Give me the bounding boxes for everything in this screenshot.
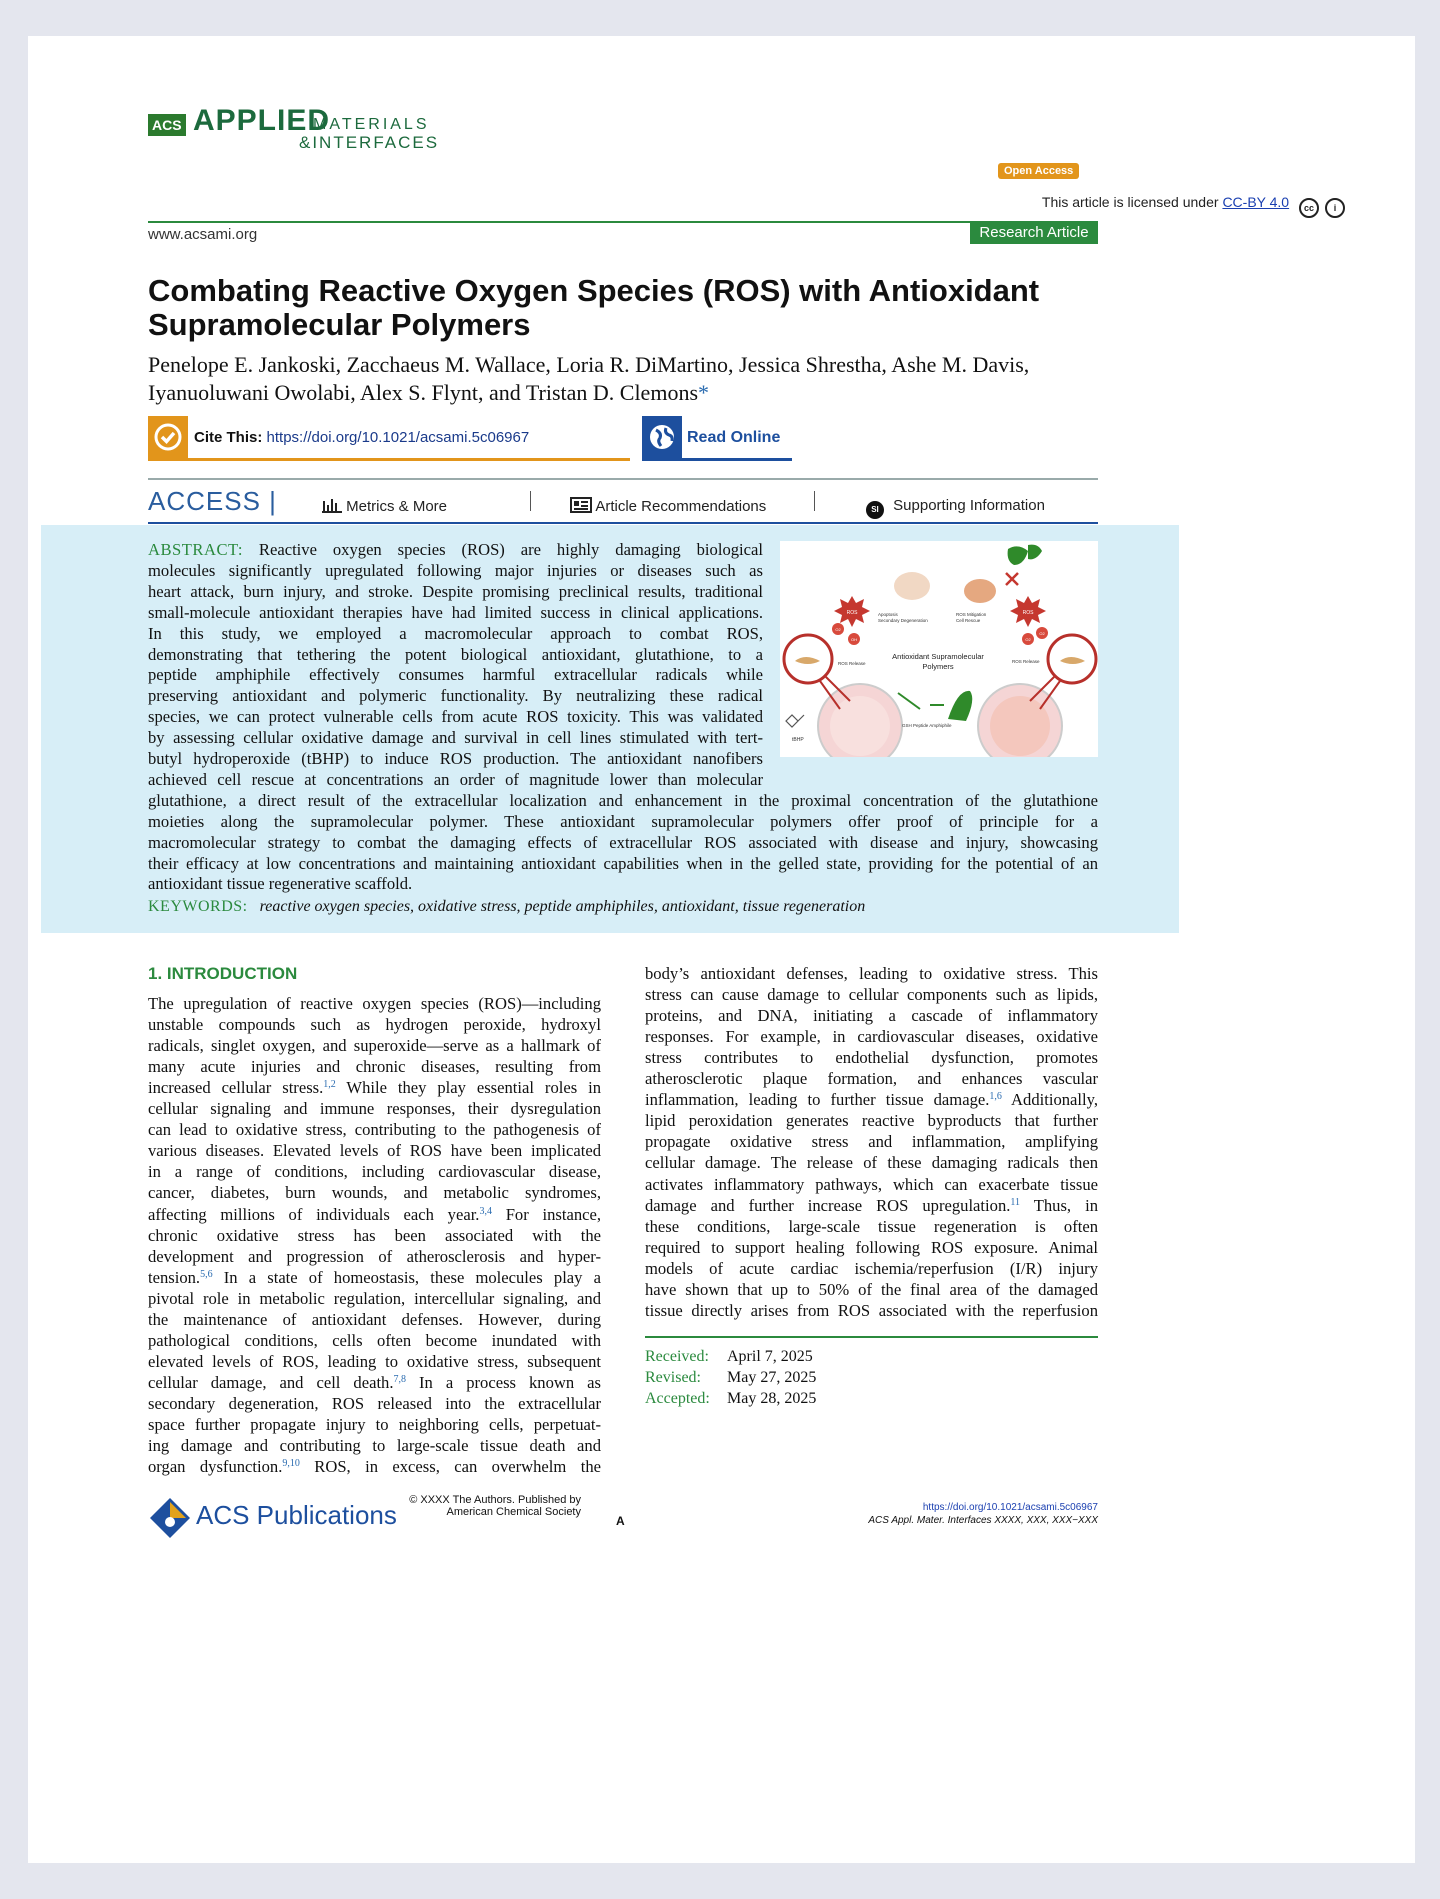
keywords-label: KEYWORDS: (148, 898, 248, 915)
intro-line (148, 1182, 601, 1203)
article-recommendations-link[interactable] (570, 497, 766, 515)
ros-label: ROS (846, 610, 858, 616)
access-separator (814, 491, 815, 511)
intro-line-text: pivotal role in metabolic regulation, intercellular signaling, and (148, 1288, 601, 1308)
journal-website[interactable]: www.acsami.org (148, 226, 258, 243)
abstract-line-text: butyl hydroperoxide (tBHP) to induce ROS production. The antioxidant nanofibers (148, 749, 763, 768)
abstract-line-text: demonstrating that tethering the potent biological antioxidant, glutathione, to a (148, 644, 763, 664)
intro-line-text: Thus, in (1020, 1195, 1098, 1215)
intro-line (148, 1414, 601, 1435)
article-title (148, 274, 1098, 342)
supporting-information-link[interactable] (866, 497, 1045, 519)
intro-line (645, 1026, 1098, 1047)
intro-line-text: responses. For example, in cardiovascular diseases, oxidative (645, 1027, 1098, 1047)
intro-line-text: the maintenance of antioxidant defenses. However, during (148, 1309, 601, 1329)
date-accepted (645, 1390, 816, 1408)
center-label: Antioxidant Supramolecular (892, 652, 984, 661)
intro-line-text: Additionally, (1001, 1090, 1098, 1110)
footer-doi-link[interactable]: https://doi.org/10.1021/acsami.5c06967 (922, 1502, 1098, 1513)
radical-label: O2 (1039, 631, 1045, 636)
abstract-line-text: peptide amphiphile effectively consumes harmful extracellular radicals while (148, 665, 763, 685)
intro-line-text: increased cellular stress. (148, 1078, 324, 1098)
intro-line (148, 993, 601, 1014)
intro-line (645, 1300, 1098, 1321)
abstract-line (148, 540, 763, 561)
abstract-line (148, 749, 763, 770)
ros-release-label: ROS Release (1012, 659, 1040, 664)
authors-text: Iyanuoluwani Owolabi, Alex S. Flynt, and Tristan D. Clemons (148, 380, 698, 405)
intro-line-text: tissue directly arises from ROS associated with the reperfusion (645, 1300, 1098, 1320)
abstract-line (148, 874, 1098, 895)
radical-label: OH (851, 637, 857, 642)
intro-line (645, 1005, 1098, 1026)
footer-journal-reference: ACS Appl. Mater. Interfaces XXXX, XXX, XXX−XXX (868, 1515, 1098, 1526)
author-list (148, 351, 1098, 407)
date-label: Revised: (645, 1369, 701, 1386)
abstract-line (148, 833, 1098, 854)
intro-line (148, 1267, 601, 1288)
radical-label: O2 (1025, 637, 1031, 642)
intro-line-text: radicals, singlet oxygen, and superoxide—serve as a hallmark of (148, 1036, 601, 1056)
abstract-line (148, 791, 1098, 812)
authors-line (148, 379, 1098, 407)
copyright-line: American Chemical Society (446, 1506, 581, 1518)
abstract-label: ABSTRACT: (148, 540, 243, 559)
intro-line (148, 1351, 601, 1372)
intro-line-text: unstable compounds such as hydrogen peroxide, hydroxyl (148, 1015, 601, 1035)
intro-line-text: secondary degeneration, ROS released into the extracellular (148, 1393, 601, 1413)
keywords (148, 898, 865, 916)
intro-line-text: required to support healing following ROS exposure. Animal (645, 1237, 1098, 1257)
recommendations-label: Article Recommendations (595, 498, 767, 515)
bar-chart-icon (322, 497, 342, 513)
abstract-line-text: achieved cell rescue at concentrations an order of magnitude lower than molecular (148, 769, 763, 789)
title-line: Supramolecular Polymers (148, 307, 531, 342)
intro-line (645, 1047, 1098, 1068)
intro-line-text: these conditions, large-scale tissue regeneration is often (645, 1216, 1098, 1236)
journal-logo-applied: APPLIED (193, 104, 331, 137)
intro-line (148, 1225, 601, 1246)
intro-line-text: organ dysfunction. (148, 1457, 283, 1477)
citation-ref[interactable]: 11 (1010, 1196, 1021, 1208)
intro-line-text: activates inflammatory pathways, which can exacerbate tissue (645, 1174, 1098, 1194)
abstract-line (148, 665, 763, 686)
intro-line-text: While they play essential roles in (335, 1078, 601, 1098)
intro-line (645, 984, 1098, 1005)
access-label: ACCESS (148, 486, 261, 516)
intro-line-text: elevated levels of ROS, leading to oxidative stress, subsequent (148, 1351, 601, 1371)
abstract-line-text: macromolecular strategy to combat the damaging effects of extracellular ROS associated with disease and injury, showcasing (148, 832, 1098, 852)
intro-line-text: lipid peroxidation generates reactive byproducts that further (645, 1111, 1098, 1131)
intro-line-text: cellular signaling and immune responses, their dysregulation (148, 1099, 601, 1119)
intro-line-text: atherosclerotic plaque formation, and enhances vascular (645, 1069, 1098, 1089)
intro-line-text: in a range of conditions, including cardiovascular disease, (148, 1162, 601, 1182)
abstract-line-text: Reactive oxygen species (ROS) are highly damaging biological (258, 540, 763, 559)
read-online-label: Read Online (687, 429, 781, 446)
ros-mitigation-label: ROS Mitigation (956, 612, 987, 617)
intro-line-text: cellular damage, and cell death. (148, 1372, 394, 1392)
globe-icon (642, 416, 682, 458)
cite-this-box[interactable] (148, 416, 630, 461)
intro-line (148, 1456, 601, 1477)
intro-line (148, 1288, 601, 1309)
dates-rule (645, 1336, 1098, 1338)
intro-line-text: propagate oxidative stress and inflammation, amplifying (645, 1132, 1098, 1152)
title-line: Combating Reactive Oxygen Species (ROS) with Antioxidant (148, 273, 1040, 308)
intro-line-text: ROS, in excess, can overwhelm the (299, 1457, 601, 1477)
intro-line (148, 1077, 601, 1098)
document-icon (570, 497, 592, 513)
authors-line: Penelope E. Jankoski, Zacchaeus M. Wallace, Loria R. DiMartino, Jessica Shrestha, Ashe M. Davis, (148, 352, 1030, 377)
abstract-line (148, 854, 1098, 875)
intro-line (645, 1152, 1098, 1173)
apoptotic-cells (894, 572, 930, 600)
intro-line (645, 1068, 1098, 1089)
rescued-cells (964, 579, 996, 603)
intro-line-text: pathological conditions, cells often become inundated with (148, 1330, 601, 1350)
intro-line-text: damage and further increase ROS upregulation. (645, 1195, 1011, 1215)
intro-line-text: For instance, (491, 1204, 601, 1224)
abstract-line (148, 645, 763, 666)
intro-line-text: ing damage and contributing to large-scale tissue death and (148, 1436, 601, 1456)
abstract-line-text: In this study, we employed a macromolecular approach to combat ROS, (148, 623, 763, 643)
abstract-line-text: small-molecule antioxidant therapies have had limited success in clinical applications. (148, 602, 763, 622)
abstract-line (148, 624, 763, 645)
conversion-arrow (898, 693, 944, 709)
polymer-fiber-icon (1008, 545, 1042, 565)
secondary-degeneration-label: Secondary Degeneration (878, 618, 928, 623)
cell-rescue-label: Cell Rescue (956, 618, 981, 623)
date-received (645, 1348, 813, 1366)
intro-line (645, 1237, 1098, 1258)
article-page (28, 36, 1415, 1863)
access-rule-bottom (148, 522, 1098, 524)
intro-line (148, 1246, 601, 1267)
intro-line (645, 1258, 1098, 1279)
abstract-line (148, 582, 763, 603)
intro-line (645, 1110, 1098, 1131)
nanofiber-icon (948, 691, 972, 721)
keywords-list: reactive oxygen species, oxidative stress, peptide amphiphiles, antioxidant, tissue regeneration (259, 898, 866, 915)
copyright-line: © XXXX The Authors. Published by (409, 1494, 581, 1506)
copyright-notice (378, 1494, 581, 1518)
attribution-icon: i (1325, 198, 1345, 218)
apoptosis-label: Apoptosis (878, 612, 898, 617)
date-label: Accepted: (645, 1390, 710, 1407)
date-revised (645, 1369, 816, 1387)
access-separator (530, 491, 531, 511)
metrics-more-link[interactable] (322, 497, 447, 515)
metrics-label: Metrics & More (346, 498, 448, 515)
license-link[interactable]: CC-BY 4.0 (1222, 194, 1290, 210)
intro-line-text: The upregulation of reactive oxygen species (ROS)—including (148, 994, 601, 1013)
intro-line (148, 1330, 601, 1351)
intro-line (148, 1056, 601, 1077)
intro-line (645, 1089, 1098, 1110)
open-access-badge: Open Access (998, 163, 1079, 179)
cite-this (194, 429, 529, 446)
intro-line (645, 1131, 1098, 1152)
abstract-line (148, 728, 763, 749)
intro-line (148, 1435, 601, 1456)
date-value: May 27, 2025 (727, 1369, 817, 1386)
intro-line (645, 1174, 1098, 1195)
intro-line (148, 1372, 601, 1393)
intro-line (645, 1279, 1098, 1300)
abstract-line (148, 686, 763, 707)
tbhp-label: tBHP (792, 737, 804, 743)
intro-line (148, 1309, 601, 1330)
intro-line-text: can lead to oxidative stress, contributing to the pathogenesis of (148, 1120, 601, 1140)
abstract-line-text: species, we can protect vulnerable cells from acute ROS toxicity. This was validated (148, 707, 763, 727)
intro-line-text: cellular damage. The release of these damaging radicals then (645, 1153, 1098, 1173)
citation-ref[interactable]: 1,2 (323, 1079, 336, 1091)
abstract-line-text: glutathione, a direct result of the extracellular localization and enhancement in the proximal concentration of the glutathione (148, 790, 1098, 810)
intro-line (148, 1119, 601, 1140)
intro-line-text: In a state of homeostasis, these molecules play a (212, 1267, 601, 1287)
abstract-line (148, 561, 763, 582)
abstract-line-text: their efficacy at low concentrations and maintaining antioxidant capabilities when in the gelled state, providing for the potential of an (148, 853, 1098, 873)
intro-line-text: models of acute cardiac ischemia/reperfusion (I/R) injury (645, 1258, 1098, 1278)
supporting-label: Supporting Information (893, 497, 1045, 514)
toc-illustration (780, 541, 1098, 757)
intro-line (645, 963, 1098, 984)
intro-line (645, 1195, 1098, 1216)
ros-release-label: ROS Release (838, 661, 866, 666)
intro-line-text: various diseases. Elevated levels of ROS have been implicated (148, 1141, 601, 1161)
intro-line-text: proteins, and DNA, initiating a cascade of inflammatory (645, 1006, 1098, 1026)
citation-ref[interactable]: 5,6 (200, 1268, 213, 1280)
corresponding-author-mark[interactable]: * (698, 380, 709, 405)
tbhp-structure (786, 715, 804, 727)
intro-line (148, 1393, 601, 1414)
intro-line-text: cancer, diabetes, burn wounds, and metabolic syndromes, (148, 1183, 601, 1203)
abstract-line-text: preserving antioxidant and polymeric functionality. By neutralizing these radical (148, 686, 763, 706)
si-icon: SI (866, 501, 884, 519)
citation-ref[interactable]: 1,6 (989, 1091, 1002, 1103)
radical-label: O2 (835, 627, 841, 632)
date-value: May 28, 2025 (727, 1390, 817, 1407)
abstract-line-text: antioxidant tissue regenerative scaffold. (148, 874, 413, 894)
abstract-line (148, 812, 1098, 833)
cite-doi-link[interactable]: https://doi.org/10.1021/acsami.5c06967 (266, 429, 530, 446)
abstract-line (148, 770, 763, 791)
citation-ref[interactable]: 7,8 (393, 1373, 407, 1385)
abstract-line-text: by assessing cellular oxidative damage and survival in cell lines stimulated with tert- (148, 728, 763, 748)
abstract-line (148, 707, 763, 728)
license-statement (1042, 194, 1345, 218)
intro-line (148, 1098, 601, 1119)
access-rule-top (148, 478, 1098, 480)
page-number: A (616, 1514, 625, 1528)
intro-line (148, 1035, 601, 1056)
cite-label: Cite This: (194, 429, 263, 446)
intro-line-text: In a process known as (406, 1372, 601, 1392)
abstract-line-text: moieties along the supramolecular polymer. These antioxidant supramolecular polymers offer proof of principle for a (148, 811, 1098, 831)
ros-label: ROS (1022, 610, 1034, 616)
abstract-line-text: molecules significantly upregulated following major injuries or diseases such as (148, 560, 763, 580)
intro-line (148, 1014, 601, 1035)
access-heading: ACCESS | (148, 486, 277, 516)
center-label: Polymers (922, 662, 954, 671)
gsh-pa-label: GSH Peptide Amphiphile (902, 723, 952, 728)
cc-icon: cc (1299, 198, 1319, 218)
intro-line (148, 1161, 601, 1182)
intro-line (148, 1140, 601, 1161)
intro-line-text: development and progression of atherosclerosis and hyper- (148, 1246, 601, 1266)
intro-line-text: inflammation, leading to further tissue damage. (645, 1090, 990, 1110)
date-label: Received: (645, 1348, 709, 1365)
journal-logo-acs: ACS (148, 114, 186, 136)
abstract-line-text: heart attack, burn injury, and stroke. Despite promising preclinical results, traditional (148, 581, 763, 601)
introduction-heading: 1. INTRODUCTION (148, 964, 298, 983)
intro-line-text: affecting millions of individuals each year. (148, 1204, 480, 1224)
journal-logo-materials: MATERIALS (313, 116, 430, 133)
date-value: April 7, 2025 (727, 1348, 813, 1365)
citation-ref[interactable]: 3,4 (479, 1205, 492, 1217)
intro-line-text: stress contributes to endothelial dysfunction, promotes (645, 1048, 1098, 1068)
header-rule (148, 221, 1098, 223)
intro-line-text: body’s antioxidant defenses, leading to oxidative stress. This (645, 964, 1098, 983)
cell-cluster-left (830, 696, 890, 756)
acs-publications-wordmark: ACS Publications (196, 1500, 397, 1530)
intro-line-text: space further propagate injury to neighboring cells, perpetuat- (148, 1415, 601, 1434)
journal-logo-interfaces: &INTERFACES (299, 133, 440, 152)
intro-line (148, 1204, 601, 1225)
intro-line-text: tension. (148, 1267, 201, 1287)
article-type-badge: Research Article (970, 222, 1098, 244)
intro-line-text: chronic oxidative stress has been associated with the (148, 1225, 601, 1245)
intro-line (645, 1216, 1098, 1237)
cell-cluster-right (990, 696, 1050, 756)
citation-ref[interactable]: 9,10 (282, 1458, 300, 1470)
abstract-line (148, 603, 763, 624)
cross-mark (1006, 573, 1018, 585)
checkmark-icon (148, 416, 188, 458)
read-online-button[interactable] (642, 416, 792, 461)
intro-line-text: have shown that up to 50% of the final area of the damaged (645, 1279, 1098, 1299)
intro-line-text: many acute injuries and chronic diseases, resulting from (148, 1057, 601, 1077)
intro-line-text: stress can cause damage to cellular components such as lipids, (645, 985, 1098, 1005)
toc-graphic (780, 541, 1098, 757)
acs-publications-logo-icon (148, 1496, 192, 1545)
license-prefix: This article is licensed under (1041, 194, 1219, 210)
